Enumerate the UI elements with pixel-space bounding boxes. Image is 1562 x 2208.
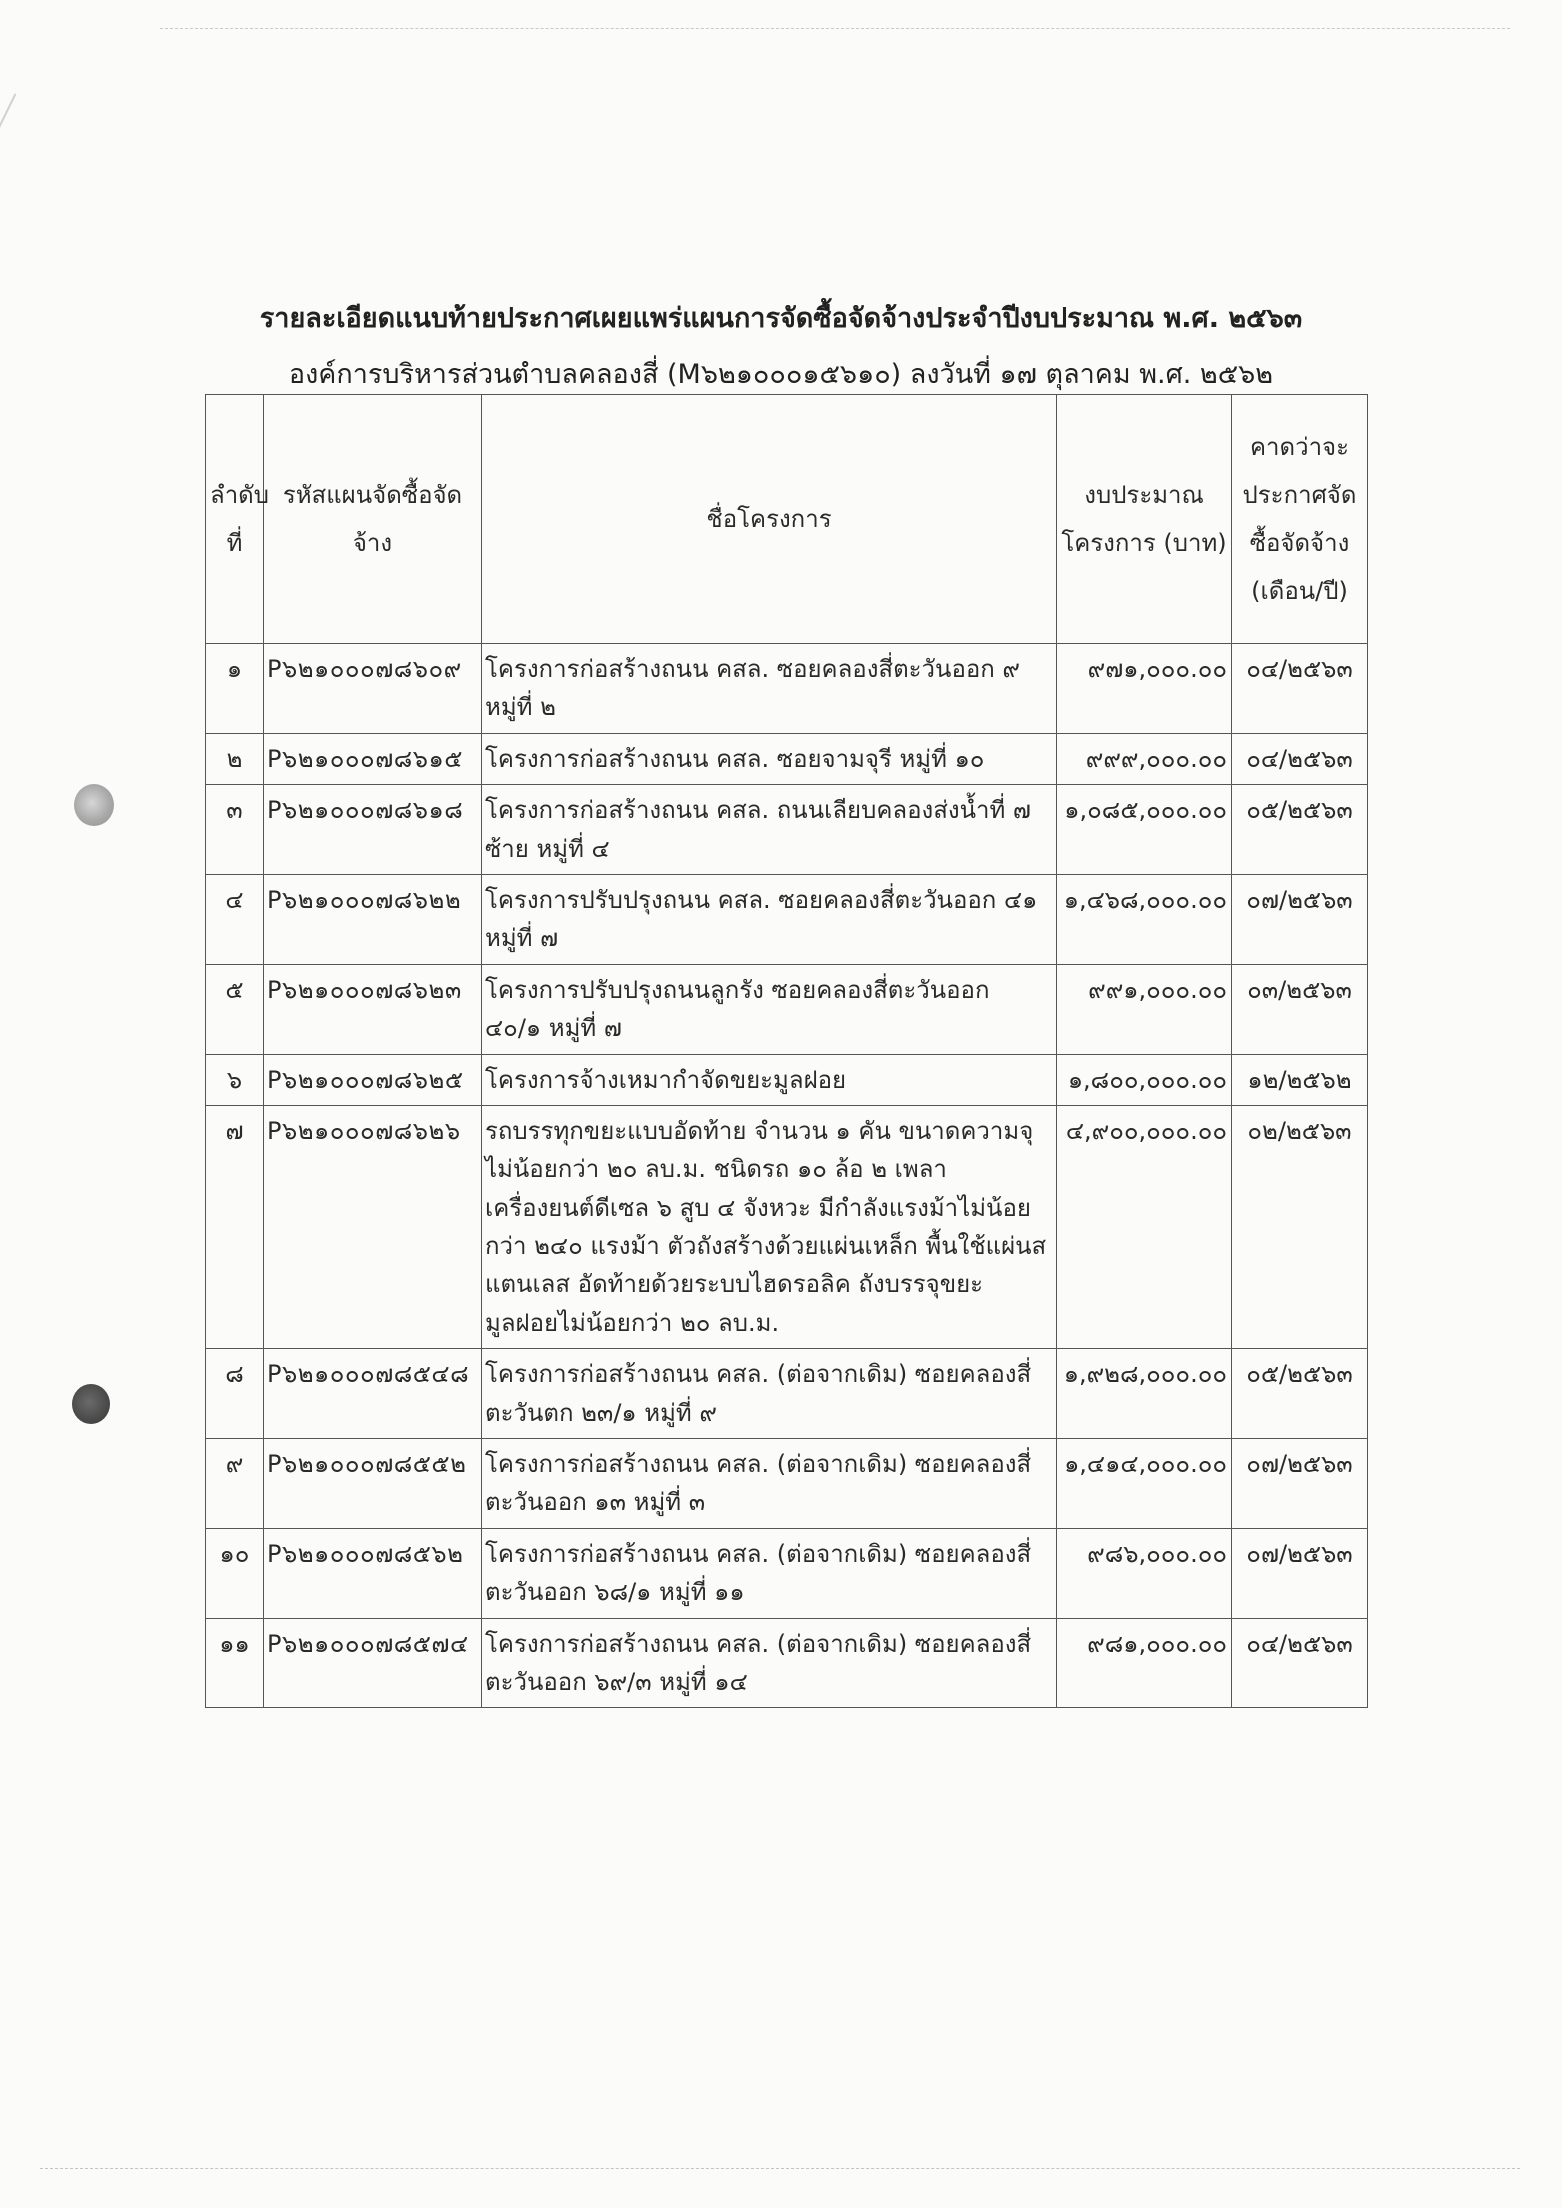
budget-amount-cell: ๑,๔๖๘,๐๐๐.๐๐	[1057, 874, 1232, 964]
row-number-cell: ๙	[206, 1439, 264, 1529]
row-number-cell: ๒	[206, 733, 264, 784]
row-number-cell: ๘	[206, 1349, 264, 1439]
budget-amount-cell: ๔,๙๐๐,๐๐๐.๐๐	[1057, 1105, 1232, 1348]
expected-date-cell: ๐๓/๒๕๖๓	[1232, 964, 1368, 1054]
row-number-cell: ๑	[206, 644, 264, 734]
budget-amount-cell: ๑,๘๐๐,๐๐๐.๐๐	[1057, 1054, 1232, 1105]
expected-date-cell: ๐๒/๒๕๖๓	[1232, 1105, 1368, 1348]
expected-date-cell: ๐๗/๒๕๖๓	[1232, 1439, 1368, 1529]
expected-date-cell: ๑๒/๒๕๖๒	[1232, 1054, 1368, 1105]
row-number-cell: ๕	[206, 964, 264, 1054]
table-row	[206, 733, 1368, 784]
plan-code-cell: P๖๒๑๐๐๐๗๘๖๒๕	[264, 1054, 482, 1105]
project-name-cell: โครงการก่อสร้างถนน คสล. (ต่อจากเดิม) ซอยคลองสี่ตะวันตก ๒๓/๑ หมู่ที่ ๙	[482, 1349, 1057, 1439]
table-row	[206, 1105, 1368, 1348]
row-number-cell: ๔	[206, 874, 264, 964]
budget-amount-cell: ๙๘๖,๐๐๐.๐๐	[1057, 1528, 1232, 1618]
table-row	[206, 1618, 1368, 1708]
row-number-cell: ๑๐	[206, 1528, 264, 1618]
expected-date-cell: ๐๔/๒๕๖๓	[1232, 733, 1368, 784]
budget-amount-cell: ๙๘๑,๐๐๐.๐๐	[1057, 1618, 1232, 1708]
plan-code-cell: P๖๒๑๐๐๐๗๘๖๐๙	[264, 644, 482, 734]
document-title: รายละเอียดแนบท้ายประกาศเผยแพร่แผนการจัดซื้อจัดจ้างประจำปีงบประมาณ พ.ศ. ๒๕๖๓	[259, 303, 1303, 334]
plan-code-cell: P๖๒๑๐๐๐๗๘๖๑๕	[264, 733, 482, 784]
header-project-name: ชื่อโครงการ	[482, 395, 1057, 644]
plan-code-cell: P๖๒๑๐๐๐๗๘๕๔๘	[264, 1349, 482, 1439]
scan-top-edge	[160, 28, 1510, 29]
project-name-cell: โครงการก่อสร้างถนน คสล. (ต่อจากเดิม) ซอยคลองสี่ตะวันออก ๑๓ หมู่ที่ ๓	[482, 1439, 1057, 1529]
plan-code-cell: P๖๒๑๐๐๐๗๘๖๒๖	[264, 1105, 482, 1348]
project-name-cell: โครงการก่อสร้างถนน คสล. ถนนเลียบคลองส่งน้ำที่ ๗ ซ้าย หมู่ที่ ๔	[482, 785, 1057, 875]
page-fold-mark	[0, 93, 16, 328]
table-row	[206, 644, 1368, 734]
punch-hole-lower	[72, 1384, 110, 1424]
plan-code-cell: P๖๒๑๐๐๐๗๘๕๗๔	[264, 1618, 482, 1708]
table-row	[206, 1528, 1368, 1618]
expected-date-cell: ๐๔/๒๕๖๓	[1232, 644, 1368, 734]
row-number-cell: ๗	[206, 1105, 264, 1348]
budget-amount-cell: ๑,๔๑๔,๐๐๐.๐๐	[1057, 1439, 1232, 1529]
budget-amount-cell: ๑,๐๘๕,๐๐๐.๐๐	[1057, 785, 1232, 875]
procurement-plan-table	[205, 394, 1368, 1708]
plan-code-cell: P๖๒๑๐๐๐๗๘๕๕๒	[264, 1439, 482, 1529]
plan-code-cell: P๖๒๑๐๐๐๗๘๖๒๒	[264, 874, 482, 964]
budget-amount-cell: ๑,๙๒๘,๐๐๐.๐๐	[1057, 1349, 1232, 1439]
row-number-cell: ๖	[206, 1054, 264, 1105]
budget-amount-cell: ๙๙๙,๐๐๐.๐๐	[1057, 733, 1232, 784]
table-header-row	[206, 395, 1368, 644]
table-row	[206, 874, 1368, 964]
plan-code-cell: P๖๒๑๐๐๐๗๘๖๒๓	[264, 964, 482, 1054]
project-name-cell: โครงการปรับปรุงถนนลูกรัง ซอยคลองสี่ตะวันออก ๔๐/๑ หมู่ที่ ๗	[482, 964, 1057, 1054]
table-row	[206, 1349, 1368, 1439]
expected-date-cell: ๐๕/๒๕๖๓	[1232, 785, 1368, 875]
expected-date-cell: ๐๕/๒๕๖๓	[1232, 1349, 1368, 1439]
header-plan-code: รหัสแผนจัดซื้อจัดจ้าง	[264, 395, 482, 644]
budget-amount-cell: ๙๙๑,๐๐๐.๐๐	[1057, 964, 1232, 1054]
row-number-cell: ๓	[206, 785, 264, 875]
plan-code-cell: P๖๒๑๐๐๐๗๘๖๑๘	[264, 785, 482, 875]
project-name-cell: โครงการก่อสร้างถนน คสล. (ต่อจากเดิม) ซอยคลองสี่ตะวันออก ๖๘/๑ หมู่ที่ ๑๑	[482, 1528, 1057, 1618]
expected-date-cell: ๐๗/๒๕๖๓	[1232, 1528, 1368, 1618]
header-expected-date: คาดว่าจะประกาศจัดซื้อจัดจ้าง (เดือน/ปี)	[1232, 395, 1368, 644]
table-row	[206, 1439, 1368, 1529]
scan-bottom-edge	[40, 2168, 1520, 2169]
row-number-cell: ๑๑	[206, 1618, 264, 1708]
header-no: ลำดับที่	[206, 395, 264, 644]
project-name-cell: รถบรรทุกขยะแบบอัดท้าย จำนวน ๑ คัน ขนาดความจุไม่น้อยกว่า ๒๐ ลบ.ม. ชนิดรถ ๑๐ ล้อ ๒ เพลา เครื่องยนต์ดีเซล ๖ สูบ ๔ จังหวะ มีกำลังแรงม้าไม่น้อยกว่า ๒๔๐ แรงม้า ตัวถังสร้างด้วยแผ่นเหล็ก พื้นใช้แผ่นสแตนเลส อัดท้ายด้วยระบบไฮดรอลิค ถังบรรจุขยะมูลฝอยไม่น้อยกว่า ๒๐ ลบ.ม.	[482, 1105, 1057, 1348]
project-name-cell: โครงการก่อสร้างถนน คสล. ซอยคลองสี่ตะวันออก ๙ หมู่ที่ ๒	[482, 644, 1057, 734]
table-row	[206, 785, 1368, 875]
project-name-cell: โครงการก่อสร้างถนน คสล. ซอยจามจุรี หมู่ที่ ๑๐	[482, 733, 1057, 784]
budget-amount-cell: ๙๗๑,๐๐๐.๐๐	[1057, 644, 1232, 734]
header-budget: งบประมาณโครงการ (บาท)	[1057, 395, 1232, 644]
project-name-cell: โครงการปรับปรุงถนน คสล. ซอยคลองสี่ตะวันออก ๔๑ หมู่ที่ ๗	[482, 874, 1057, 964]
expected-date-cell: ๐๔/๒๕๖๓	[1232, 1618, 1368, 1708]
expected-date-cell: ๐๗/๒๕๖๓	[1232, 874, 1368, 964]
table-row	[206, 1054, 1368, 1105]
project-name-cell: โครงการจ้างเหมากำจัดขยะมูลฝอย	[482, 1054, 1057, 1105]
project-name-cell: โครงการก่อสร้างถนน คสล. (ต่อจากเดิม) ซอยคลองสี่ตะวันออก ๖๙/๓ หมู่ที่ ๑๔	[482, 1618, 1057, 1708]
document-subtitle: องค์การบริหารส่วนตำบลคลองสี่ (M๖๒๑๐๐๐๑๕๖๑๐) ลงวันที่ ๑๗ ตุลาคม พ.ศ. ๒๕๖๒	[288, 359, 1274, 390]
plan-code-cell: P๖๒๑๐๐๐๗๘๕๖๒	[264, 1528, 482, 1618]
punch-hole-upper	[74, 784, 114, 826]
table-row	[206, 964, 1368, 1054]
